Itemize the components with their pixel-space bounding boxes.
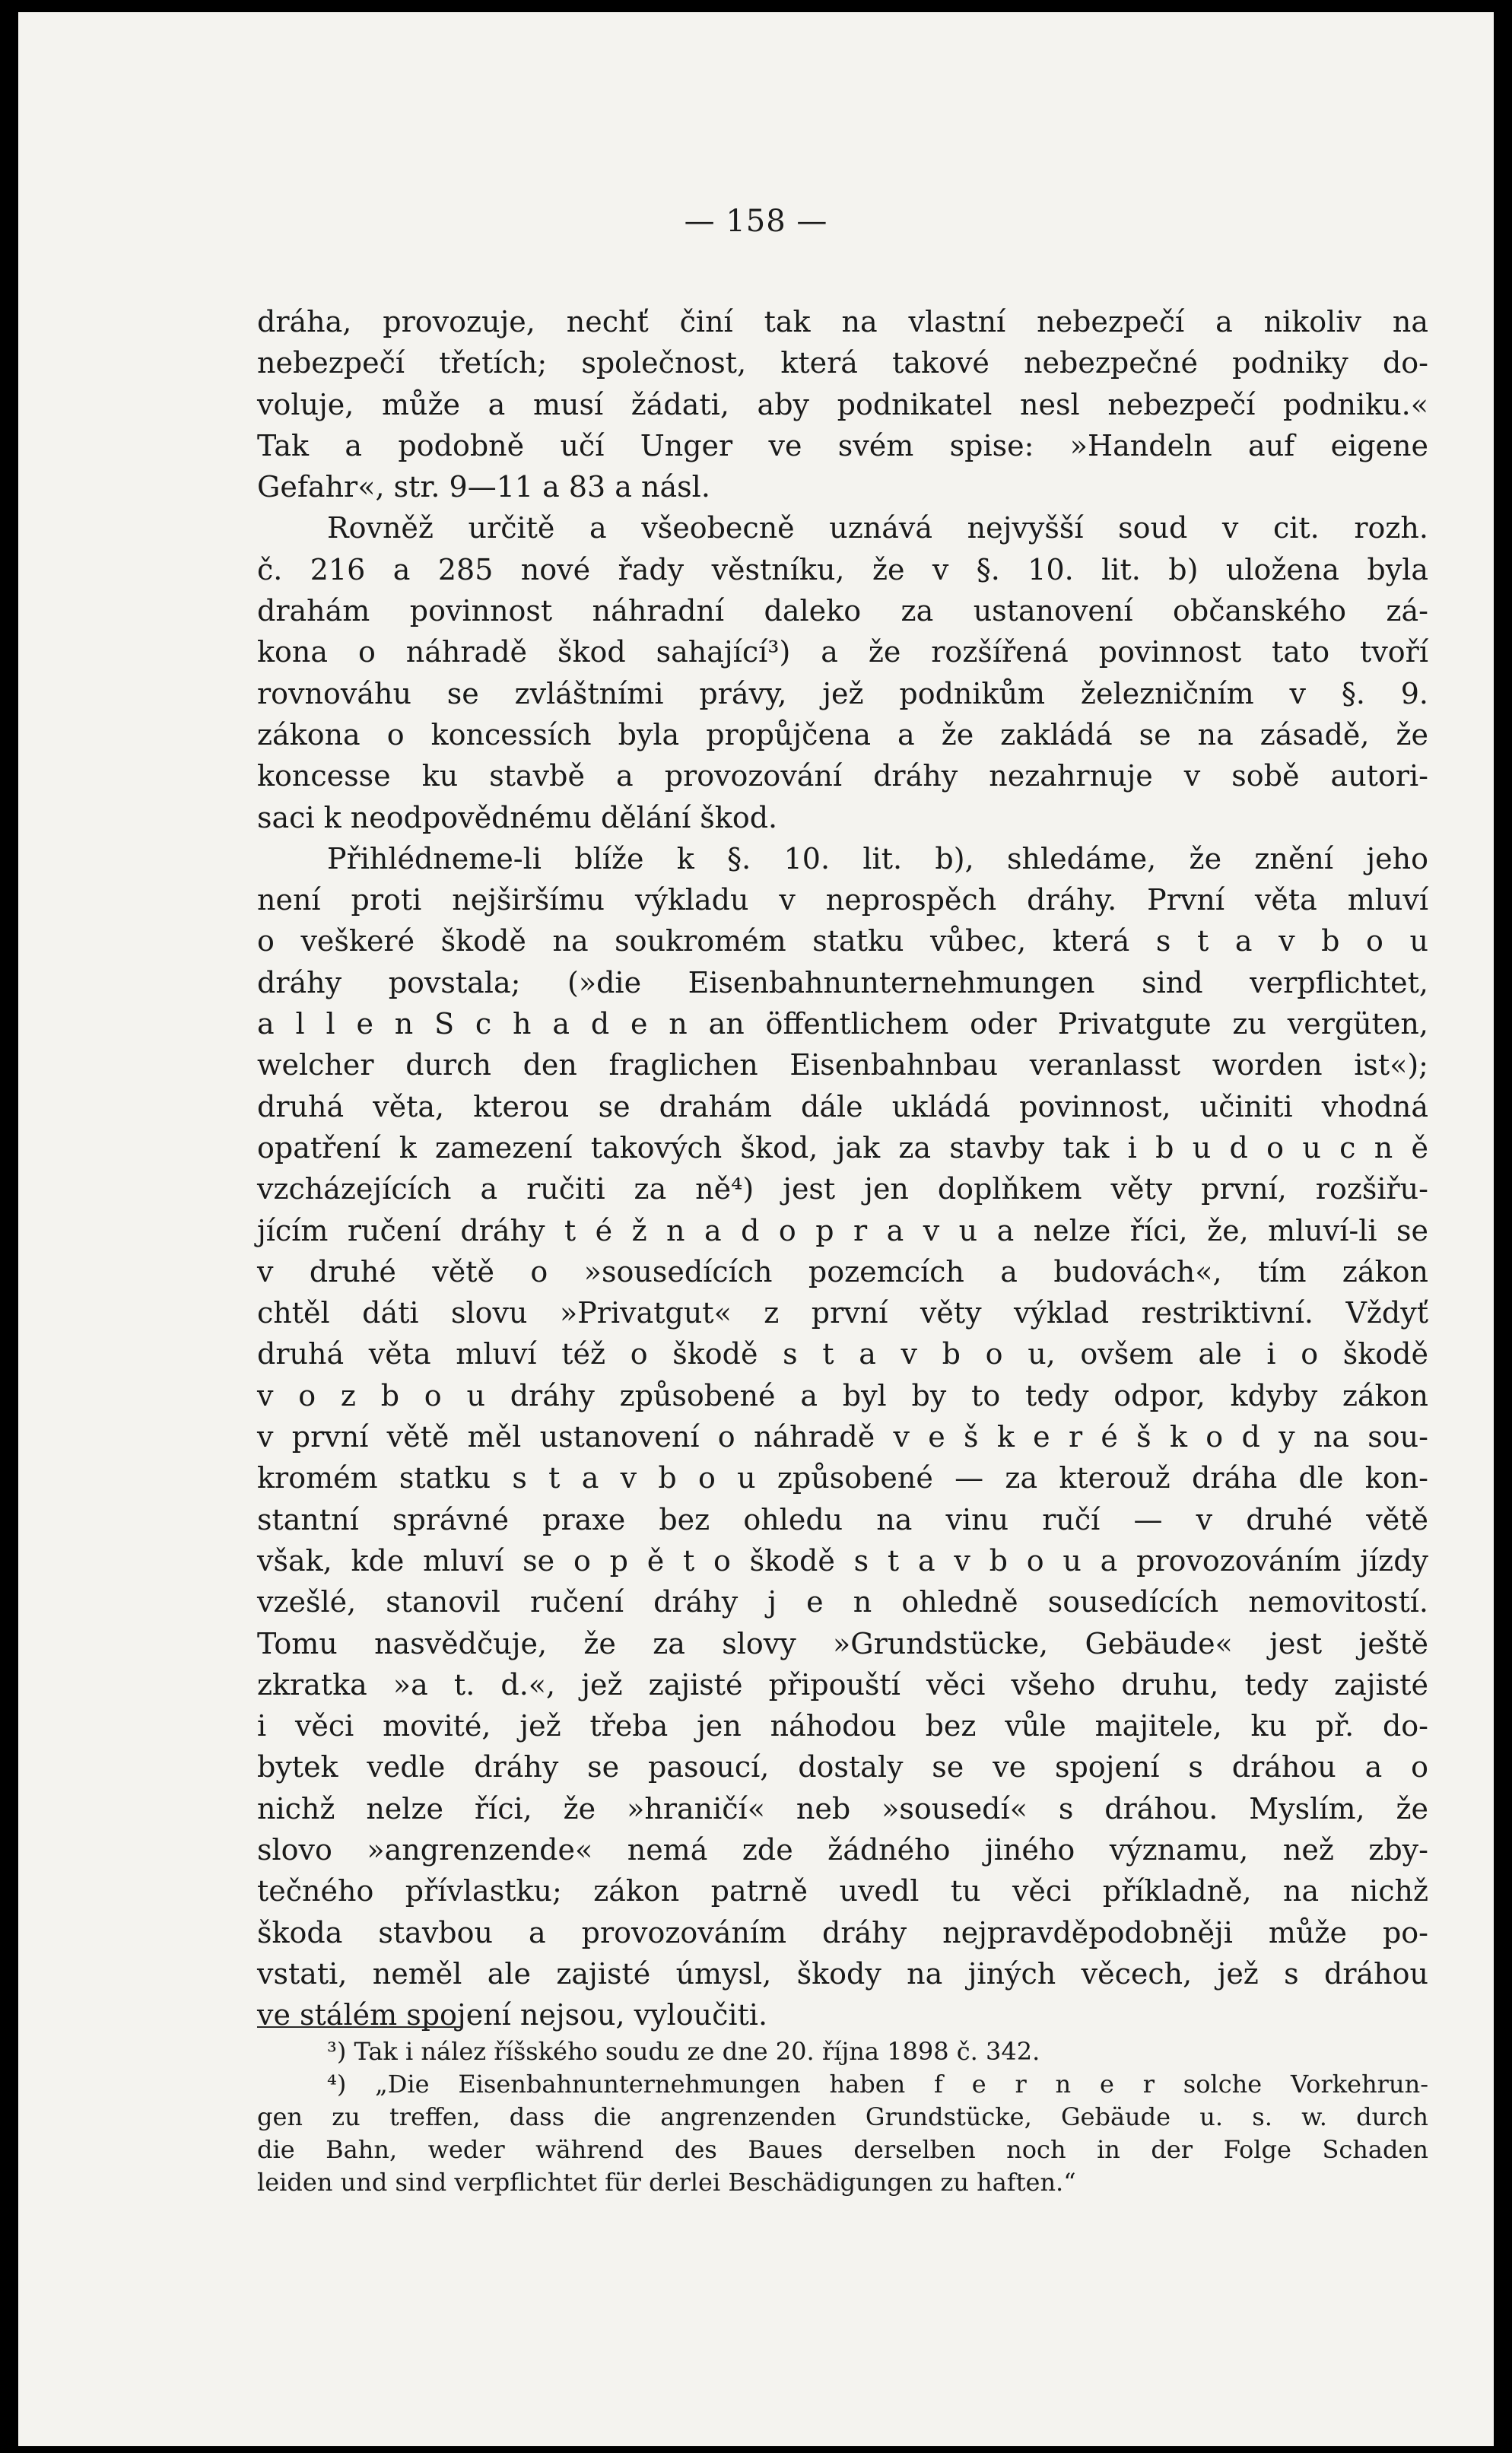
text-line: v o z b o u dráhy způsobené a byl by to tedy odpor, kdyby zákon xyxy=(257,1378,1428,1412)
text-line: kromém statku s t a v b o u způsobené — za kterouž dráha dle kon- xyxy=(257,1461,1428,1495)
text-line: dráha, provozuje, nechť činí tak na vlastní nebezpečí a nikoliv na xyxy=(257,305,1428,338)
text-line: Tak a podobně učí Unger ve svém spise: »Handeln auf eigene xyxy=(257,428,1428,462)
text-line: druhá věta mluví též o škodě s t a v b o u, ovšem ale i o škodě xyxy=(257,1337,1428,1371)
footnote-line: leiden und sind verpflichtet für derlei Beschädigungen zu haften.“ xyxy=(257,2168,1076,2197)
text-line: Rovněž určitě a všeobecně uznává nejvyšší soud v cit. rozh. xyxy=(327,511,1428,545)
text-line: jícím ručení dráhy t é ž n a d o p r a v u a nelze říci, že, mluví-li se xyxy=(257,1213,1428,1247)
page-number: — 158 — xyxy=(684,204,828,239)
text-line: zkratka »a t. d.«, jež zajisté připouští věci všeho druhu, tedy zajisté xyxy=(257,1667,1428,1702)
text-line: ve stálém spojení nejsou, vyloučiti. xyxy=(257,1998,768,2032)
text-line: voluje, může a musí žádati, aby podnikatel nesl nebezpečí podniku.« xyxy=(257,387,1428,421)
footnote-line: ⁴) „Die Eisenbahnunternehmungen haben f e r n e r solche Vorkehrun- xyxy=(327,2070,1428,2099)
text-line: nichž nelze říci, že »hraničí« neb »sousedí« s dráhou. Myslím, že xyxy=(257,1791,1428,1825)
text-line: nebezpečí třetích; společnost, která takové nebezpečné podniky do- xyxy=(257,346,1428,380)
body-text xyxy=(257,301,1428,2035)
footnote-divider xyxy=(257,2026,462,2028)
text-line: v první větě měl ustanovení o náhradě v e š k e r é š k o d y na sou- xyxy=(257,1420,1428,1454)
text-line: opatření k zamezení takových škod, jak za stavby tak i b u d o u c n ě xyxy=(257,1130,1428,1165)
text-line: Přihlédneme-li blíže k §. 10. lit. b), shledáme, že znění jeho xyxy=(327,841,1428,875)
text-line: vzešlé, stanovil ručení dráhy j e n ohledně sousedících nemovitostí. xyxy=(257,1585,1428,1619)
text-line: vstati, neměl ale zajisté úmysl, škody na jiných věcech, jež s dráhou xyxy=(257,1956,1428,1991)
text-line: saci k neodpovědnému dělání škod. xyxy=(257,800,778,834)
text-line: není proti nejširšímu výkladu v neprospěch dráhy. První věta mluví xyxy=(257,883,1428,917)
footnote-line: ³) Tak i nález říšského soudu ze dne 20. října 1898 č. 342. xyxy=(327,2037,1040,2066)
text-line: vzcházejících a ručiti za ně⁴) jest jen doplňkem věty první, rozšiřu- xyxy=(257,1172,1428,1206)
text-line: č. 216 a 285 nové řady věstníku, že v §. 10. lit. b) uložena byla xyxy=(257,552,1428,586)
text-line: tečného přívlastku; zákon patrně uvedl tu věci příkladně, na nichž xyxy=(257,1874,1428,1908)
book-page xyxy=(18,12,1494,2446)
footnote-line: die Bahn, weder während des Baues derselben noch in der Folge Schaden xyxy=(257,2135,1428,2164)
text-line: v druhé větě o »sousedících pozemcích a budovách«, tím zákon xyxy=(257,1254,1428,1288)
text-line: dráhy povstala; (»die Eisenbahnunternehmungen sind verpflichtet, xyxy=(257,965,1428,999)
footnote-line: gen zu treffen, dass die angrenzenden Grundstücke, Gebäude u. s. w. durch xyxy=(257,2102,1428,2131)
text-line: zákona o koncessích byla propůjčena a že zakládá se na zásadě, že xyxy=(257,717,1428,751)
text-line: drahám povinnost náhradní daleko za ustanovení občanského zá- xyxy=(257,594,1428,628)
text-line: koncesse ku stavbě a provozování dráhy nezahrnuje v sobě autori- xyxy=(257,759,1428,793)
text-line: však, kde mluví se o p ě t o škodě s t a v b o u a provozováním jízdy xyxy=(257,1543,1428,1578)
text-line: Gefahr«, str. 9—11 a 83 a násl. xyxy=(257,470,710,504)
footnotes xyxy=(257,2035,1428,2199)
text-line: druhá věta, kterou se drahám dále ukládá povinnost, učiniti vhodná xyxy=(257,1089,1428,1123)
text-line: i věci movité, jež třeba jen náhodou bez vůle majitele, ku př. do- xyxy=(257,1709,1428,1743)
text-line: bytek vedle dráhy se pasoucí, dostaly se ve spojení s dráhou a o xyxy=(257,1750,1428,1784)
text-line: kona o náhradě škod sahající³) a že rozšířená povinnost tato tvoří xyxy=(257,635,1428,669)
text-line: welcher durch den fraglichen Eisenbahnbau veranlasst worden ist«); xyxy=(257,1048,1428,1082)
text-line: Tomu nasvědčuje, že za slovy »Grundstücke, Gebäude« jest ještě xyxy=(257,1626,1428,1660)
text-line: o veškeré škodě na soukromém statku vůbec, která s t a v b o u xyxy=(257,924,1428,958)
text-line: a l l e n S c h a d e n an öffentlichem oder Privatgute zu vergüten, xyxy=(257,1007,1428,1041)
text-line: škoda stavbou a provozováním dráhy nejpravděpodobněji může po- xyxy=(257,1915,1428,1949)
text-line: chtěl dáti slovu »Privatgut« z první věty výklad restriktivní. Vždyť xyxy=(257,1296,1428,1330)
text-line: slovo »angrenzende« nemá zde žádného jiného významu, než zby- xyxy=(257,1832,1428,1867)
text-line: stantní správné praxe bez ohledu na vinu ručí — v druhé větě xyxy=(257,1502,1428,1536)
text-line: rovnováhu se zvláštními právy, jež podnikům železničním v §. 9. xyxy=(257,676,1428,710)
